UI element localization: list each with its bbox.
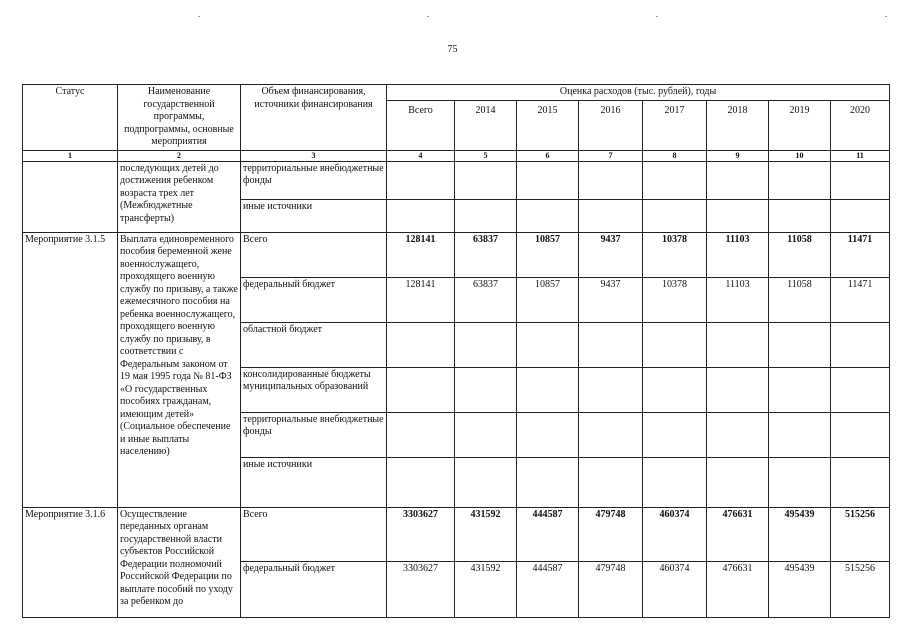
year-value-cell [517,457,579,507]
year-value-cell: 9437 [579,277,643,322]
year-value-cell [769,161,831,199]
year-value-cell [455,367,517,412]
financing-source-cell: федеральный бюджет [241,561,387,617]
year-value-cell [831,457,890,507]
year-value-cell [643,412,707,457]
total-value-cell: 3303627 [387,507,455,561]
header-estimate: Оценка расходов (тыс. рублей), годы [387,85,890,101]
year-value-cell: 479748 [579,561,643,617]
table-row [23,507,890,561]
year-value-cell [455,322,517,367]
financing-source-cell: иные источники [241,199,387,232]
financing-source-cell: территориальные внебюджетные фонды [241,161,387,199]
year-value-cell [769,457,831,507]
year-value-cell [707,457,769,507]
year-value-cell: 495439 [769,561,831,617]
year-value-cell [579,457,643,507]
year-value-cell: 10857 [517,232,579,277]
year-value-cell: 431592 [455,507,517,561]
year-value-cell: 63837 [455,277,517,322]
financing-source-cell: Всего [241,232,387,277]
year-value-cell: 10857 [517,277,579,322]
column-number-row [23,150,890,161]
header-year: 2018 [707,101,769,150]
financing-source-cell: областной бюджет [241,322,387,367]
year-value-cell [707,412,769,457]
header-year: 2014 [455,101,517,150]
total-value-cell [387,367,455,412]
financing-source-cell: Всего [241,507,387,561]
year-value-cell [517,161,579,199]
year-value-cell [579,412,643,457]
year-value-cell [643,322,707,367]
year-value-cell [517,322,579,367]
year-value-cell: 431592 [455,561,517,617]
year-value-cell: 444587 [517,561,579,617]
total-value-cell [387,199,455,232]
year-value-cell: 10378 [643,277,707,322]
column-number: 7 [579,150,643,161]
total-value-cell: 128141 [387,232,455,277]
column-number: 3 [241,150,387,161]
column-number: 11 [831,150,890,161]
year-value-cell [517,199,579,232]
year-value-cell [707,322,769,367]
year-value-cell: 11471 [831,232,890,277]
year-value-cell [455,161,517,199]
year-value-cell [769,322,831,367]
year-value-cell: 10378 [643,232,707,277]
year-value-cell: 444587 [517,507,579,561]
total-value-cell: 128141 [387,277,455,322]
year-value-cell [831,199,890,232]
budget-table [22,84,890,618]
column-number: 1 [23,150,118,161]
year-value-cell [455,457,517,507]
financing-source-cell: федеральный бюджет [241,277,387,322]
column-number: 8 [643,150,707,161]
header-year: 2016 [579,101,643,150]
year-value-cell [643,161,707,199]
scan-dot [427,16,429,17]
year-value-cell: 476631 [707,507,769,561]
year-value-cell: 476631 [707,561,769,617]
year-value-cell [769,367,831,412]
total-value-cell: 3303627 [387,561,455,617]
table-row [23,232,890,277]
status-cell: Мероприятие 3.1.6 [23,507,118,617]
year-value-cell [831,322,890,367]
year-value-cell [579,199,643,232]
scan-dot [885,16,887,17]
year-value-cell [707,161,769,199]
scan-dot [656,16,658,17]
financing-source-cell: иные источники [241,457,387,507]
column-number: 6 [517,150,579,161]
column-number: 9 [707,150,769,161]
year-value-cell: 11058 [769,232,831,277]
header-total: Всего [387,101,455,150]
column-number: 2 [118,150,241,161]
year-value-cell: 515256 [831,507,890,561]
header-year: 2015 [517,101,579,150]
header-year: 2019 [769,101,831,150]
column-number: 10 [769,150,831,161]
header-financing: Объем финансирования, источники финансирования [241,85,387,151]
table-row [23,161,890,199]
year-value-cell [579,367,643,412]
year-value-cell: 11058 [769,277,831,322]
year-value-cell [643,457,707,507]
year-value-cell [831,367,890,412]
total-value-cell [387,412,455,457]
measure-name-cell: Осуществление переданных органам государственной власти субъектов Российской Федерации полномочий Российской Федерации по выплате пособий по уходу за ребенком до [118,507,241,617]
total-value-cell [387,161,455,199]
header-year: 2017 [643,101,707,150]
year-value-cell: 460374 [643,507,707,561]
year-value-cell: 515256 [831,561,890,617]
column-number: 4 [387,150,455,161]
year-value-cell [769,199,831,232]
year-value-cell: 9437 [579,232,643,277]
year-value-cell: 495439 [769,507,831,561]
financing-source-cell: территориальные внебюджетные фонды [241,412,387,457]
status-cell: Мероприятие 3.1.5 [23,232,118,507]
year-value-cell [517,367,579,412]
year-value-cell [579,322,643,367]
year-value-cell [455,412,517,457]
header-name: Наименование государственной программы, подпрограммы, основные мероприятия [118,85,241,151]
year-value-cell: 460374 [643,561,707,617]
scan-dot [198,16,200,17]
year-value-cell [455,199,517,232]
header-year: 2020 [831,101,890,150]
year-value-cell [831,412,890,457]
year-value-cell: 11103 [707,277,769,322]
year-value-cell [707,367,769,412]
status-cell [23,161,118,232]
financing-source-cell: консолидированные бюджеты муниципальных образований [241,367,387,412]
total-value-cell [387,322,455,367]
year-value-cell [643,367,707,412]
year-value-cell [579,161,643,199]
year-value-cell [707,199,769,232]
year-value-cell [517,412,579,457]
year-value-cell [831,161,890,199]
year-value-cell [643,199,707,232]
page-number: 75 [447,44,458,55]
year-value-cell: 479748 [579,507,643,561]
header-status: Статус [23,85,118,151]
measure-name-cell: Выплата единовременного пособия беременной жене военнослужащего, проходящего военную службу по призыву, а также ежемесячного пособия на ребенка военнослужащего, проходящего военную службу по призыву, в соответствии с Федеральным законом от 19 мая 1995 года № 81-ФЗ «О государственных пособиях гражданам, имеющим детей» (Социальное обеспечение и иные выплаты населению) [118,232,241,507]
year-value-cell: 63837 [455,232,517,277]
year-value-cell: 11471 [831,277,890,322]
year-value-cell [769,412,831,457]
year-value-cell: 11103 [707,232,769,277]
column-number: 5 [455,150,517,161]
total-value-cell [387,457,455,507]
measure-name-cell: последующих детей до достижения ребенком возраста трех лет (Межбюджетные трансферты) [118,161,241,232]
